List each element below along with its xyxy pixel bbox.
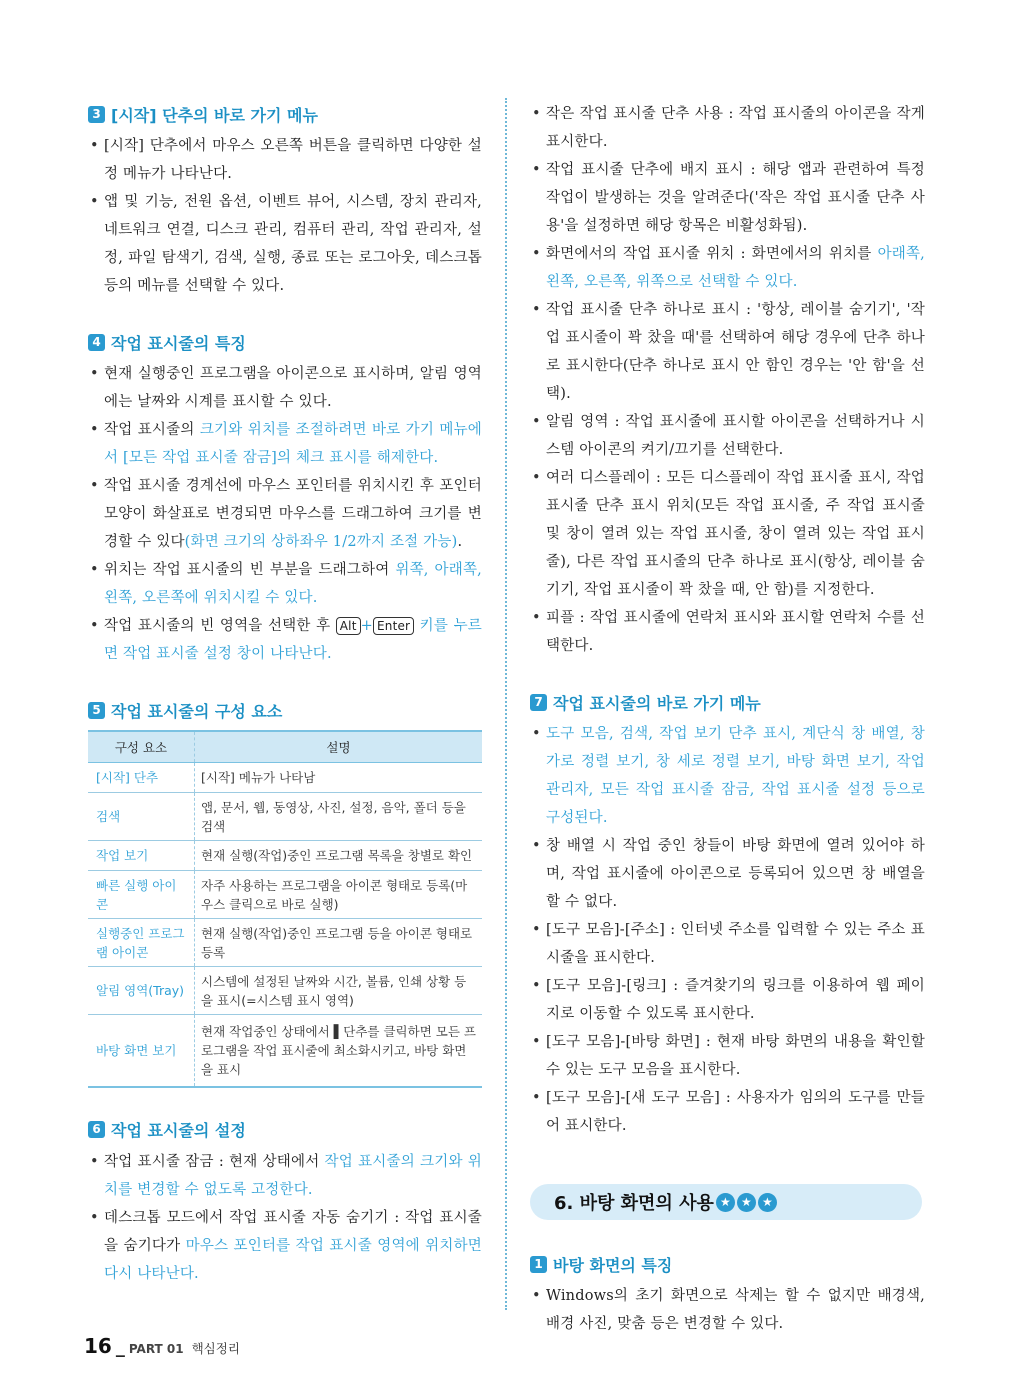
list-item [88,472,482,556]
column-header: 설명 [195,731,483,763]
text: 위치는 작업 표시줄의 빈 부분을 드래그하여 [104,562,396,578]
table-cell-component: 바탕 화면 보기 [88,1015,195,1087]
section-number-badge: 1 [530,1256,547,1273]
plus-sign: + [360,618,373,634]
list-item: • [시작] 단추에서 마우스 오른쪽 버튼을 클릭하면 다양한 설정 메뉴가 나타난다. [88,132,482,188]
column-header: 구성 요소 [88,731,195,763]
list-item [88,556,482,612]
table-row [88,763,482,793]
list-item: • 작업 표시줄 단추에 배지 표시 : 해당 앱과 관련하여 특정 작업이 발생하는 것을 알려준다('작은 작업 표시줄 단추 사용'을 설정하면 해당 항목은 비활성화됨). [530,156,925,240]
section-title: 작업 표시줄의 바로 가기 메뉴 [553,693,761,713]
list-item: • 현재 실행중인 프로그램을 아이콘으로 표시하며, 알림 영역에는 날짜와 시계를 표시할 수 있다. [88,360,482,416]
list-item [530,240,925,296]
list-item [88,1148,482,1204]
section-title: 작업 표시줄의 구성 요소 [111,701,283,721]
table-cell-description: 시스템에 설정된 날짜와 시간, 볼륨, 인쇄 상황 등을 표시(=시스템 표시 영역) [195,967,483,1015]
section-7-list [530,720,925,1140]
list-item: • Windows의 초기 화면으로 삭제는 할 수 없지만 배경색, 배경 사진, 맞춤 등은 변경할 수 있다. [530,1282,925,1338]
section-title: 작업 표시줄의 설정 [111,1121,246,1140]
section-5-heading [88,696,482,724]
page-footer [84,1334,240,1358]
importance-star-icon: ★ [737,1193,756,1212]
list-item: • 작업 표시줄 단추 하나로 표시 : '항상, 레이블 숨기기', '작업 표시줄이 꽉 찼을 때'를 선택하여 해당 경우에 단추 하나로 표시한다(단추 하나로 표시 안 함인 경우는 '안 함'을 선택). [530,296,925,408]
list-item: • 도구 모음, 검색, 작업 보기 단추 표시, 계단식 창 배열, 창 가로 정렬 보기, 창 세로 정렬 보기, 바탕 화면 보기, 작업 관리자, 모든 작업 표시줄 잠금, 작업 표시줄 설정 등으로 구성된다. [530,720,925,832]
section-number-badge: 6 [88,1121,105,1138]
table-cell-description: 현재 실행(작업)중인 프로그램 등을 아이콘 형태로 등록 [195,919,483,967]
table-header-row [88,731,482,763]
chapter-title: 6. 바탕 화면의 사용 [554,1193,714,1214]
text: . [457,534,463,550]
part-label: PART 01 [128,1342,184,1356]
list-item [88,416,482,472]
table-row [88,967,482,1015]
table-cell-description: [시작] 메뉴가 나타남 [195,763,483,793]
list-item: • [도구 모음]-[바탕 화면] : 현재 바탕 화면의 내용을 확인할 수 있는 도구 모음을 표시한다. [530,1028,925,1084]
highlight-text: 위쪽, 아래쪽, 왼쪽, 오른쪽에 위치시킬 수 있다. [104,562,482,606]
list-item: • 작은 작업 표시줄 단추 사용 : 작업 표시줄의 아이콘을 작게 표시한다. [530,100,925,156]
section-4-heading [88,328,482,356]
right-column [530,100,925,1338]
list-item [88,1204,482,1288]
table-cell-component: 실행중인 프로그램 아이콘 [88,919,195,967]
table-cell-description: 현재 작업중인 상태에서 ▌단추를 클릭하면 모든 프로그램을 작업 표시줄에 최소화시키고, 바탕 화면을 표시 [195,1015,483,1087]
list-item: • [도구 모음]-[링크] : 즐겨찾기의 링크를 이용하여 웹 페이지로 이동할 수 있도록 표시한다. [530,972,925,1028]
section-6-list [88,1148,482,1288]
list-item: • [도구 모음]-[주소] : 인터넷 주소를 입력할 수 있는 주소 표시줄을 표시한다. [530,916,925,972]
chapter-banner [530,1184,922,1220]
section-title: [시작] 단추의 바로 가기 메뉴 [111,105,318,125]
enter-key: Enter [373,617,414,635]
list-item: • 창 배열 시 작업 중인 창들이 바탕 화면에 열려 있어야 하며, 작업 표시줄에 아이콘으로 등록되어 있으면 창 배열을 할 수 없다. [530,832,925,916]
text: 작업 표시줄의 빈 영역을 선택한 후 [104,618,336,634]
section-6-heading [88,1116,482,1144]
section-1-heading [530,1250,925,1278]
highlight-text: 작업 표시줄의 크기와 위치를 변경할 수 없도록 고정한다. [104,1153,482,1198]
text: 작업 표시줄 경계선에 마우스 포인터를 위치시킨 후 포인터 모양이 화살표로 변경되면 마우스를 드래그하여 크기를 변경할 수 있다 [104,478,482,550]
page-number: 16 [84,1334,112,1358]
text: 화면에서의 작업 표시줄 위치 : 화면에서의 위치를 [546,246,878,262]
table-cell-description: 현재 실행(작업)중인 프로그램 목록을 창별로 확인 [195,841,483,871]
highlight-text: 아래쪽, 왼쪽, 오른쪽, 위쪽으로 선택할 수 있다. [546,246,925,290]
list-item: • 알림 영역 : 작업 표시줄에 표시할 아이콘을 선택하거나 시스템 아이콘의 켜기/끄기를 선택한다. [530,408,925,464]
table-cell-component: 알림 영역(Tray) [88,967,195,1015]
list-item: • 피플 : 작업 표시줄에 연락처 표시와 표시할 연락처 수를 선택한다. [530,604,925,660]
taskbar-settings-list [530,100,925,660]
table-cell-description: 앱, 문서, 웹, 동영상, 사진, 설정, 음악, 폴더 등을 검색 [195,793,483,841]
table-cell-description: 자주 사용하는 프로그램을 아이콘 형태로 등록(마우스 클릭으로 바로 실행) [195,871,483,919]
section-number-badge: 5 [88,702,105,719]
table-row [88,871,482,919]
table-cell-component: 빠른 실행 아이콘 [88,871,195,919]
left-column [88,100,482,1288]
section-3-list [88,132,482,300]
section-1-list [530,1282,925,1338]
section-number-badge: 4 [88,334,105,351]
table-row [88,841,482,871]
highlight-text: 크기와 위치를 조절하려면 바로 가기 메뉴에서 [모든 작업 표시줄 잠금]의 체크 표시를 해제한다. [104,422,482,466]
table-cell-component: [시작] 단추 [88,763,195,793]
importance-star-icon: ★ [758,1193,777,1212]
table-cell-component: 작업 보기 [88,841,195,871]
list-item: • 여러 디스플레이 : 모든 디스플레이 작업 표시줄 표시, 작업 표시줄 단추 표시 위치(모든 작업 표시줄, 주 작업 표시줄 및 창이 열려 있는 작업 표시줄, 창이 열려 있는 작업 표시줄), 다른 작업 표시줄의 단추 하나로 표시(항상, 레이블 숨기기, 작업 표시줄이 꽉 찼을 때, 안 함)를 지정한다. [530,464,925,604]
highlight-text: 마우스 포인터를 작업 표시줄 영역에 위치하면 다시 나타난다. [104,1237,483,1282]
text: 작업 표시줄의 [104,422,200,438]
section-7-heading [530,688,925,716]
highlight-text: 키를 누르면 작업 표시줄 설정 창이 나타난다. [104,618,482,662]
list-item: • [도구 모음]-[새 도구 모음] : 사용자가 임의의 도구를 만들어 표시한다. [530,1084,925,1140]
text: 데스크톱 모드에서 작업 표시줄 자동 숨기기 : 작업 표시줄을 숨기다가 [104,1209,482,1254]
section-number-badge: 3 [88,106,105,123]
section-number-badge: 7 [530,694,547,711]
part-subtitle: 핵심정리 [191,1341,240,1356]
column-divider [505,98,507,1310]
table-row [88,1015,482,1087]
importance-star-icon: ★ [716,1193,735,1212]
list-item: • 앱 및 기능, 전원 옵션, 이벤트 뷰어, 시스템, 장치 관리자, 네트워크 연결, 디스크 관리, 컴퓨터 관리, 작업 관리자, 설정, 파일 탐색기, 검색, 실행, 종료 또는 로그아웃, 데스크톱 등의 메뉴를 선택할 수 있다. [88,188,482,300]
text: 작업 표시줄 잠금 : 현재 상태에서 [104,1153,325,1170]
footer-separator: _ [115,1337,125,1358]
list-item [88,612,482,668]
table-row [88,919,482,967]
section-4-list [88,360,482,668]
highlight-text: (화면 크기의 상하좌우 1/2까지 조절 가능) [184,534,458,550]
alt-key: Alt [336,617,361,635]
section-title: 작업 표시줄의 특징 [111,333,246,353]
section-title: 바탕 화면의 특징 [553,1255,673,1275]
section-3-heading [88,100,482,128]
table-cell-component: 검색 [88,793,195,841]
components-table [88,730,482,1088]
table-row [88,793,482,841]
